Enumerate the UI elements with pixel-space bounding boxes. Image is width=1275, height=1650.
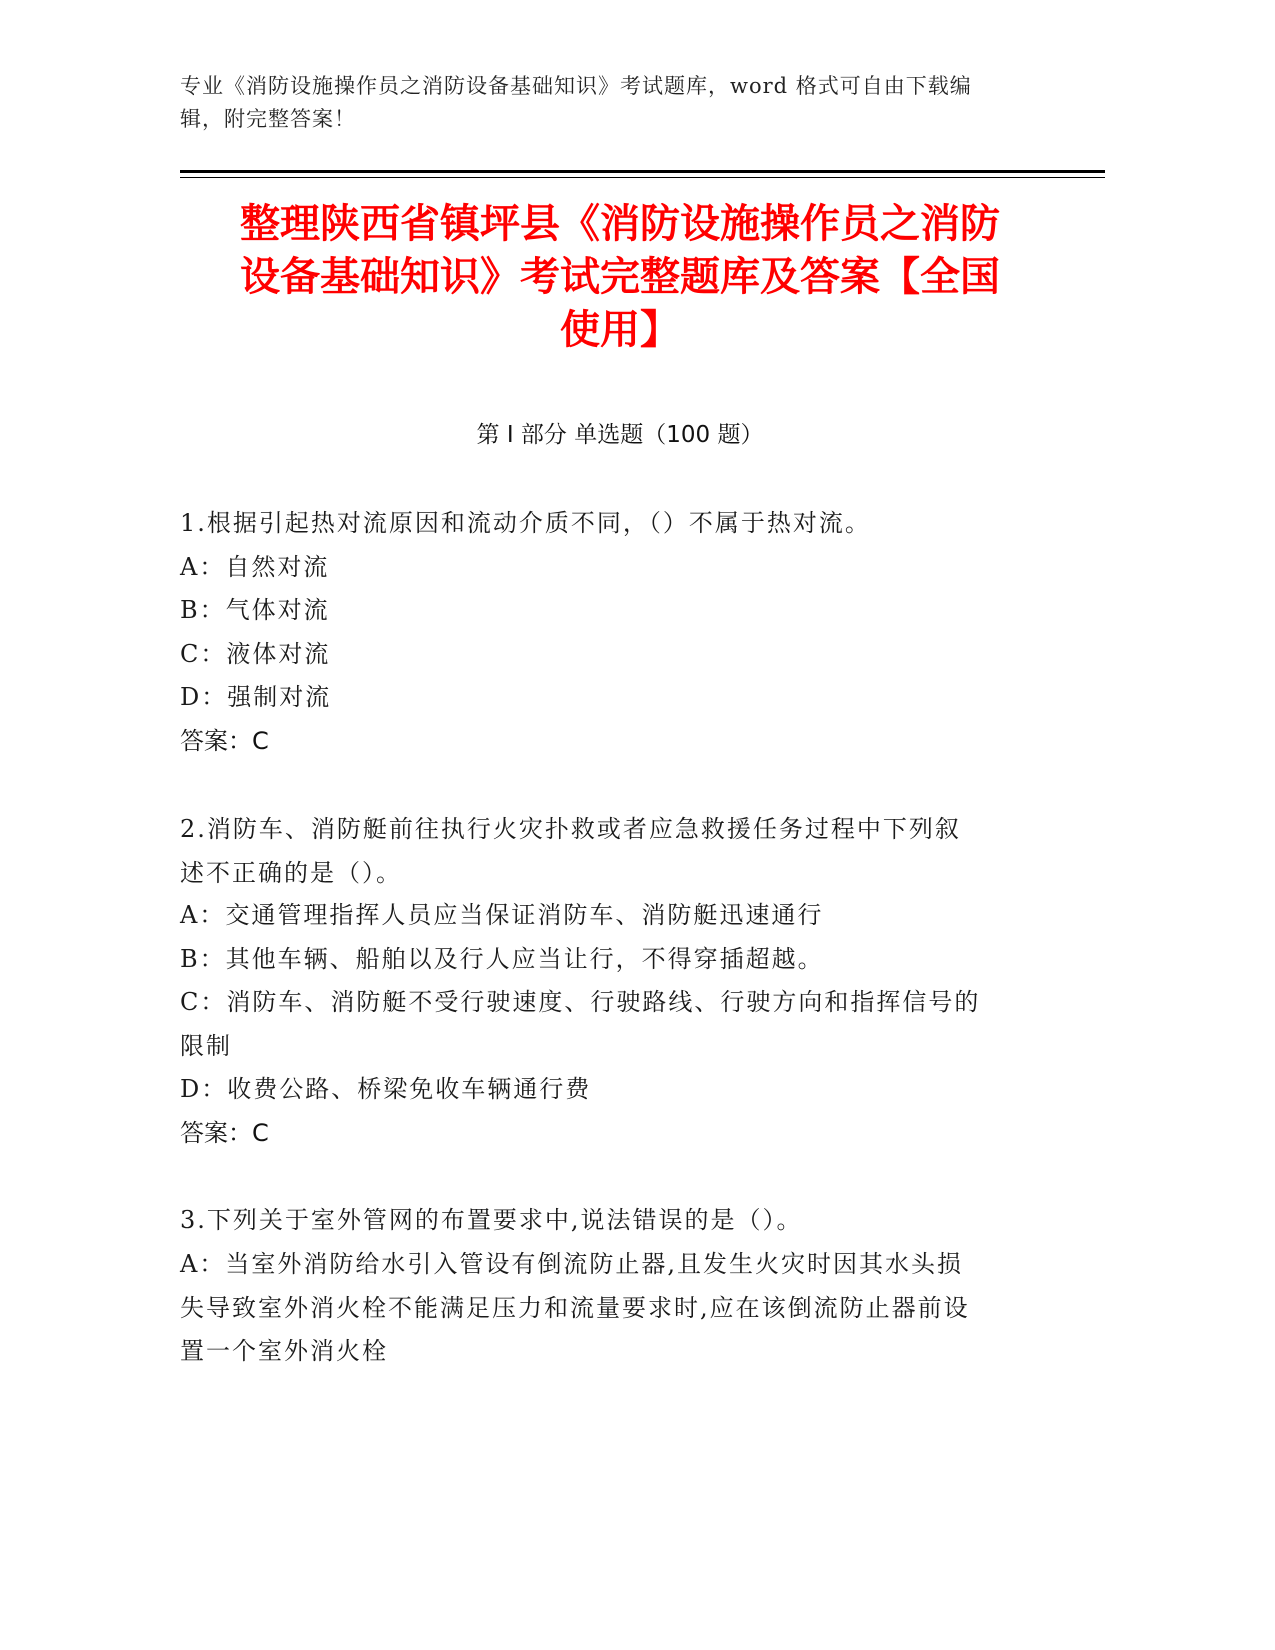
- document-title: [180, 198, 1060, 357]
- question-1-stem: [180, 502, 1050, 546]
- header-note: [180, 70, 1040, 136]
- section-heading: 第 I 部分 单选题（100 题）: [476, 422, 764, 448]
- option-line: D：强制对流: [180, 683, 332, 711]
- header-divider-thick: [180, 170, 1105, 173]
- option-line: B：气体对流: [180, 596, 330, 624]
- question-2-option-c: [180, 981, 1050, 1068]
- option-line: B：其他车辆、船舶以及行人应当让行，不得穿插超越。: [180, 945, 824, 973]
- question-2-option-d: [180, 1068, 1050, 1112]
- question-stem-line: 3.下列关于室外管网的布置要求中,说法错误的是（）。: [180, 1206, 803, 1234]
- question-2-stem: [180, 808, 1050, 895]
- option-line: A：自然对流: [180, 553, 330, 581]
- question-2-option-b: [180, 938, 1050, 982]
- question-1-option-a: [180, 546, 1050, 590]
- question-stem-line: 2.消防车、消防艇前往执行火灾扑救或者应急救援任务过程中下列叙: [180, 815, 961, 843]
- header-note-line: 专业《消防设施操作员之消防设备基础知识》考试题库，word 格式可自由下载编: [180, 74, 972, 98]
- option-line: A：交通管理指挥人员应当保证消防车、消防艇迅速通行: [180, 901, 824, 929]
- title-line: 整理陕西省镇坪县《消防设施操作员之消防: [240, 201, 1000, 247]
- question-2-option-a: [180, 894, 1050, 938]
- question-stem-line: 1.根据引起热对流原因和流动介质不同，（）不属于热对流。: [180, 509, 871, 537]
- question-1-option-b: [180, 589, 1050, 633]
- question-3-option-a: [180, 1243, 1050, 1374]
- option-line: C：液体对流: [180, 640, 331, 668]
- title-line: 设备基础知识》考试完整题库及答案【全国: [240, 254, 1000, 300]
- question-1-option-d: [180, 676, 1050, 720]
- header-note-line: 辑，附完整答案！: [180, 107, 356, 131]
- option-line: A：当室外消防给水引入管设有倒流防止器,且发生火灾时因其水头损: [180, 1250, 963, 1278]
- question-1-option-c: [180, 633, 1050, 677]
- title-line: 使用】: [560, 307, 680, 353]
- option-line: D：收费公路、桥梁免收车辆通行费: [180, 1075, 592, 1103]
- option-line: 失导致室外消火栓不能满足压力和流量要求时,应在该倒流防止器前设: [180, 1293, 970, 1322]
- header-divider-thin: [180, 177, 1105, 178]
- question-1-answer: 答案：C: [180, 727, 269, 755]
- option-line: C：消防车、消防艇不受行驶速度、行驶路线、行驶方向和指挥信号的: [180, 988, 981, 1016]
- question-stem-line: 述不正确的是（）。: [180, 858, 402, 887]
- question-2-answer: 答案：C: [180, 1119, 269, 1147]
- question-3-stem: [180, 1199, 1050, 1243]
- option-line: 限制: [180, 1031, 232, 1060]
- option-line: 置一个室外消火栓: [180, 1337, 388, 1365]
